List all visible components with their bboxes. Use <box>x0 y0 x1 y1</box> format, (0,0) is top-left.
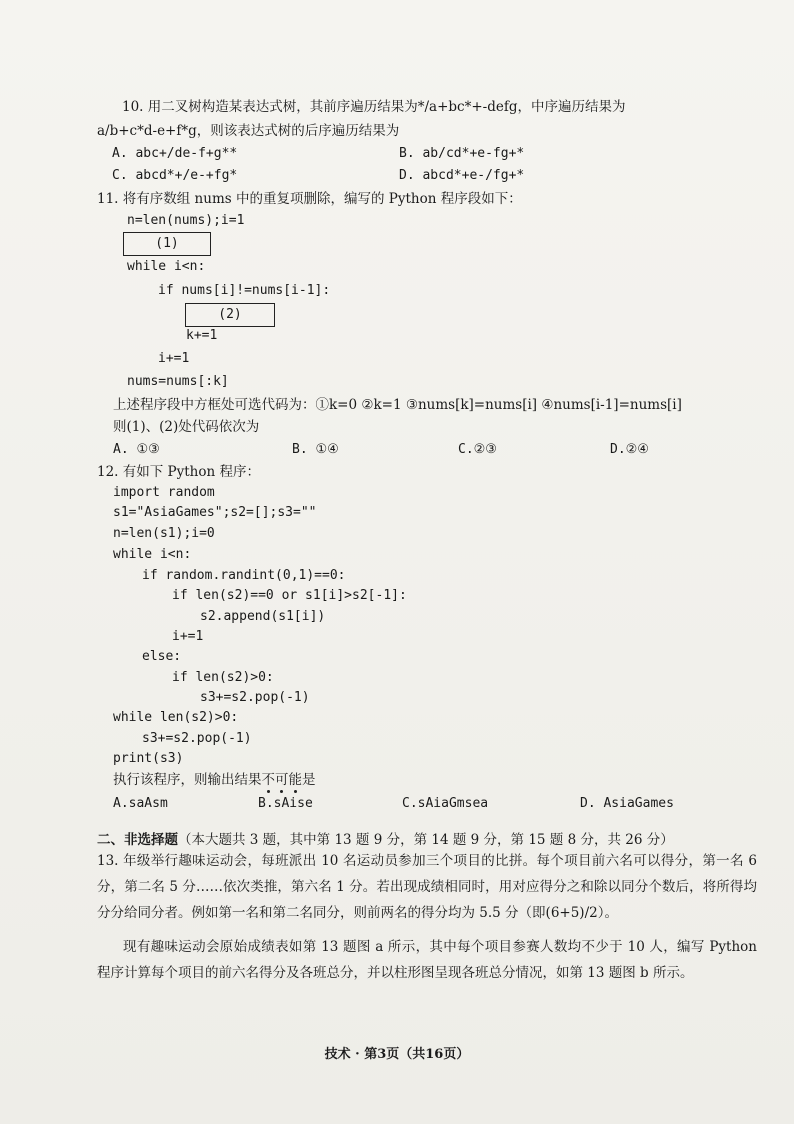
q11-code-line4: k+=1 <box>186 328 218 343</box>
q12-option-a: A.saAsm <box>113 796 168 811</box>
q11-code-line1: n=len(nums);i=1 <box>127 213 245 228</box>
q12-ask-post: 是 <box>302 772 316 788</box>
q12-code-line: n=len(s1);i=0 <box>113 526 215 541</box>
q12-option-b: B.sAise <box>258 796 313 811</box>
q11-option-b: B. ①④ <box>292 442 339 457</box>
q13-paragraph-1: 13. 年级举行趣味运动会，每班派出 10 名运动员参加三个项目的比拼。每个项目前六名可以得分，第一名 6 分，第二名 5 分……依次类推，第六名 1 分。若出现成绩相同时，用对应得分之和除以同分个数后，将所得均分分给同分者。例如第一名和第二名同分，则前两名的得分均为 5.5 分（即(6+5)/2）。 <box>97 853 757 921</box>
q11-blank-box-1: (1) <box>123 232 211 256</box>
q12-code-line: while i<n: <box>113 547 192 562</box>
q13-paragraph-2: 现有趣味运动会原始成绩表如第 13 题图 a 所示，其中每个项目参赛人数均不少于 10 人，编写 Python 程序计算每个项目的前六名得分及各班总分，并以柱形图呈现各班总分情况，如第 13 题图 b 所示。 <box>97 939 757 981</box>
q11-option-c: C.②③ <box>458 442 497 457</box>
q12-code-line: print(s3) <box>113 751 184 766</box>
q12-code-line: i+=1 <box>172 629 204 644</box>
q11-code-line6: nums=nums[:k] <box>127 374 229 389</box>
q12-code-line: s3+=s2.pop(-1) <box>142 731 252 746</box>
q12-option-c: C.sAiaGmsea <box>402 796 489 811</box>
q10-option-a: A. abc+/de-f+g** <box>112 146 238 161</box>
q12-code-line: while len(s2)>0: <box>113 710 239 725</box>
q12-code-line: if random.randint(0,1)==0: <box>142 568 346 583</box>
q12-ask-emphasis: 不可能 <box>261 772 302 788</box>
q11-stem: 11. 将有序数组 nums 中的重复项删除，编写的 Python 程序段如下： <box>97 191 522 207</box>
q12-code-line: if len(s2)==0 or s1[i]>s2[-1]: <box>172 588 407 603</box>
q11-code-line5: i+=1 <box>158 351 190 366</box>
q12-code-line: else: <box>142 649 182 664</box>
q12-code-line: import random <box>113 485 215 500</box>
section2-title: 二、非选择题 <box>97 832 178 848</box>
q10-stem-line2: a/b+c*d-e+f*g，则该表达式树的后序遍历结果为 <box>97 123 400 139</box>
q12-option-d: D. AsiaGames <box>580 796 674 811</box>
q10-option-b: B. ab/cd*+e-fg+* <box>399 146 525 161</box>
q10-option-d: D. abcd*+e-/fg+* <box>399 168 525 183</box>
q12-code-line: s1="AsiaGames";s2=[];s3="" <box>113 505 317 520</box>
section2-heading <box>97 831 674 849</box>
q12-ask <box>113 771 316 789</box>
q12-ask-pre: 执行该程序，则输出结果 <box>113 772 262 788</box>
q12-code-line: if len(s2)>0: <box>172 670 274 685</box>
q10-stem-line1: 10. 用二叉树构造某表达式树，其前序遍历结果为*/a+bc*+-defg，中序遍历结果为 <box>122 99 626 115</box>
q11-blank-box-2: (2) <box>185 303 275 327</box>
q11-option-a: A. ①③ <box>113 442 160 457</box>
q12-stem: 12. 有如下 Python 程序： <box>97 464 260 480</box>
page-footer: 技术 · 第3页（共16页） <box>324 1047 470 1062</box>
q11-code-line3: if nums[i]!=nums[i-1]: <box>158 283 331 298</box>
q11-choices: 上述程序段中方框处可选代码为：①k=0 ②k=1 ③nums[k]=nums[i] ④nums[i-1]=nums[i] <box>113 397 682 413</box>
q12-code-line: s2.append(s1[i]) <box>200 609 326 624</box>
q11-code-line2: while i<n: <box>127 259 206 274</box>
q10-option-c: C. abcd*+/e-+fg* <box>112 168 238 183</box>
q11-ask: 则(1)、(2)处代码依次为 <box>113 419 260 435</box>
section2-desc: （本大题共 3 题，其中第 13 题 9 分，第 14 题 9 分，第 15 题 8 分，共 26 分） <box>178 832 674 848</box>
q12-code-line: s3+=s2.pop(-1) <box>200 690 310 705</box>
q11-option-d: D.②④ <box>610 442 649 457</box>
